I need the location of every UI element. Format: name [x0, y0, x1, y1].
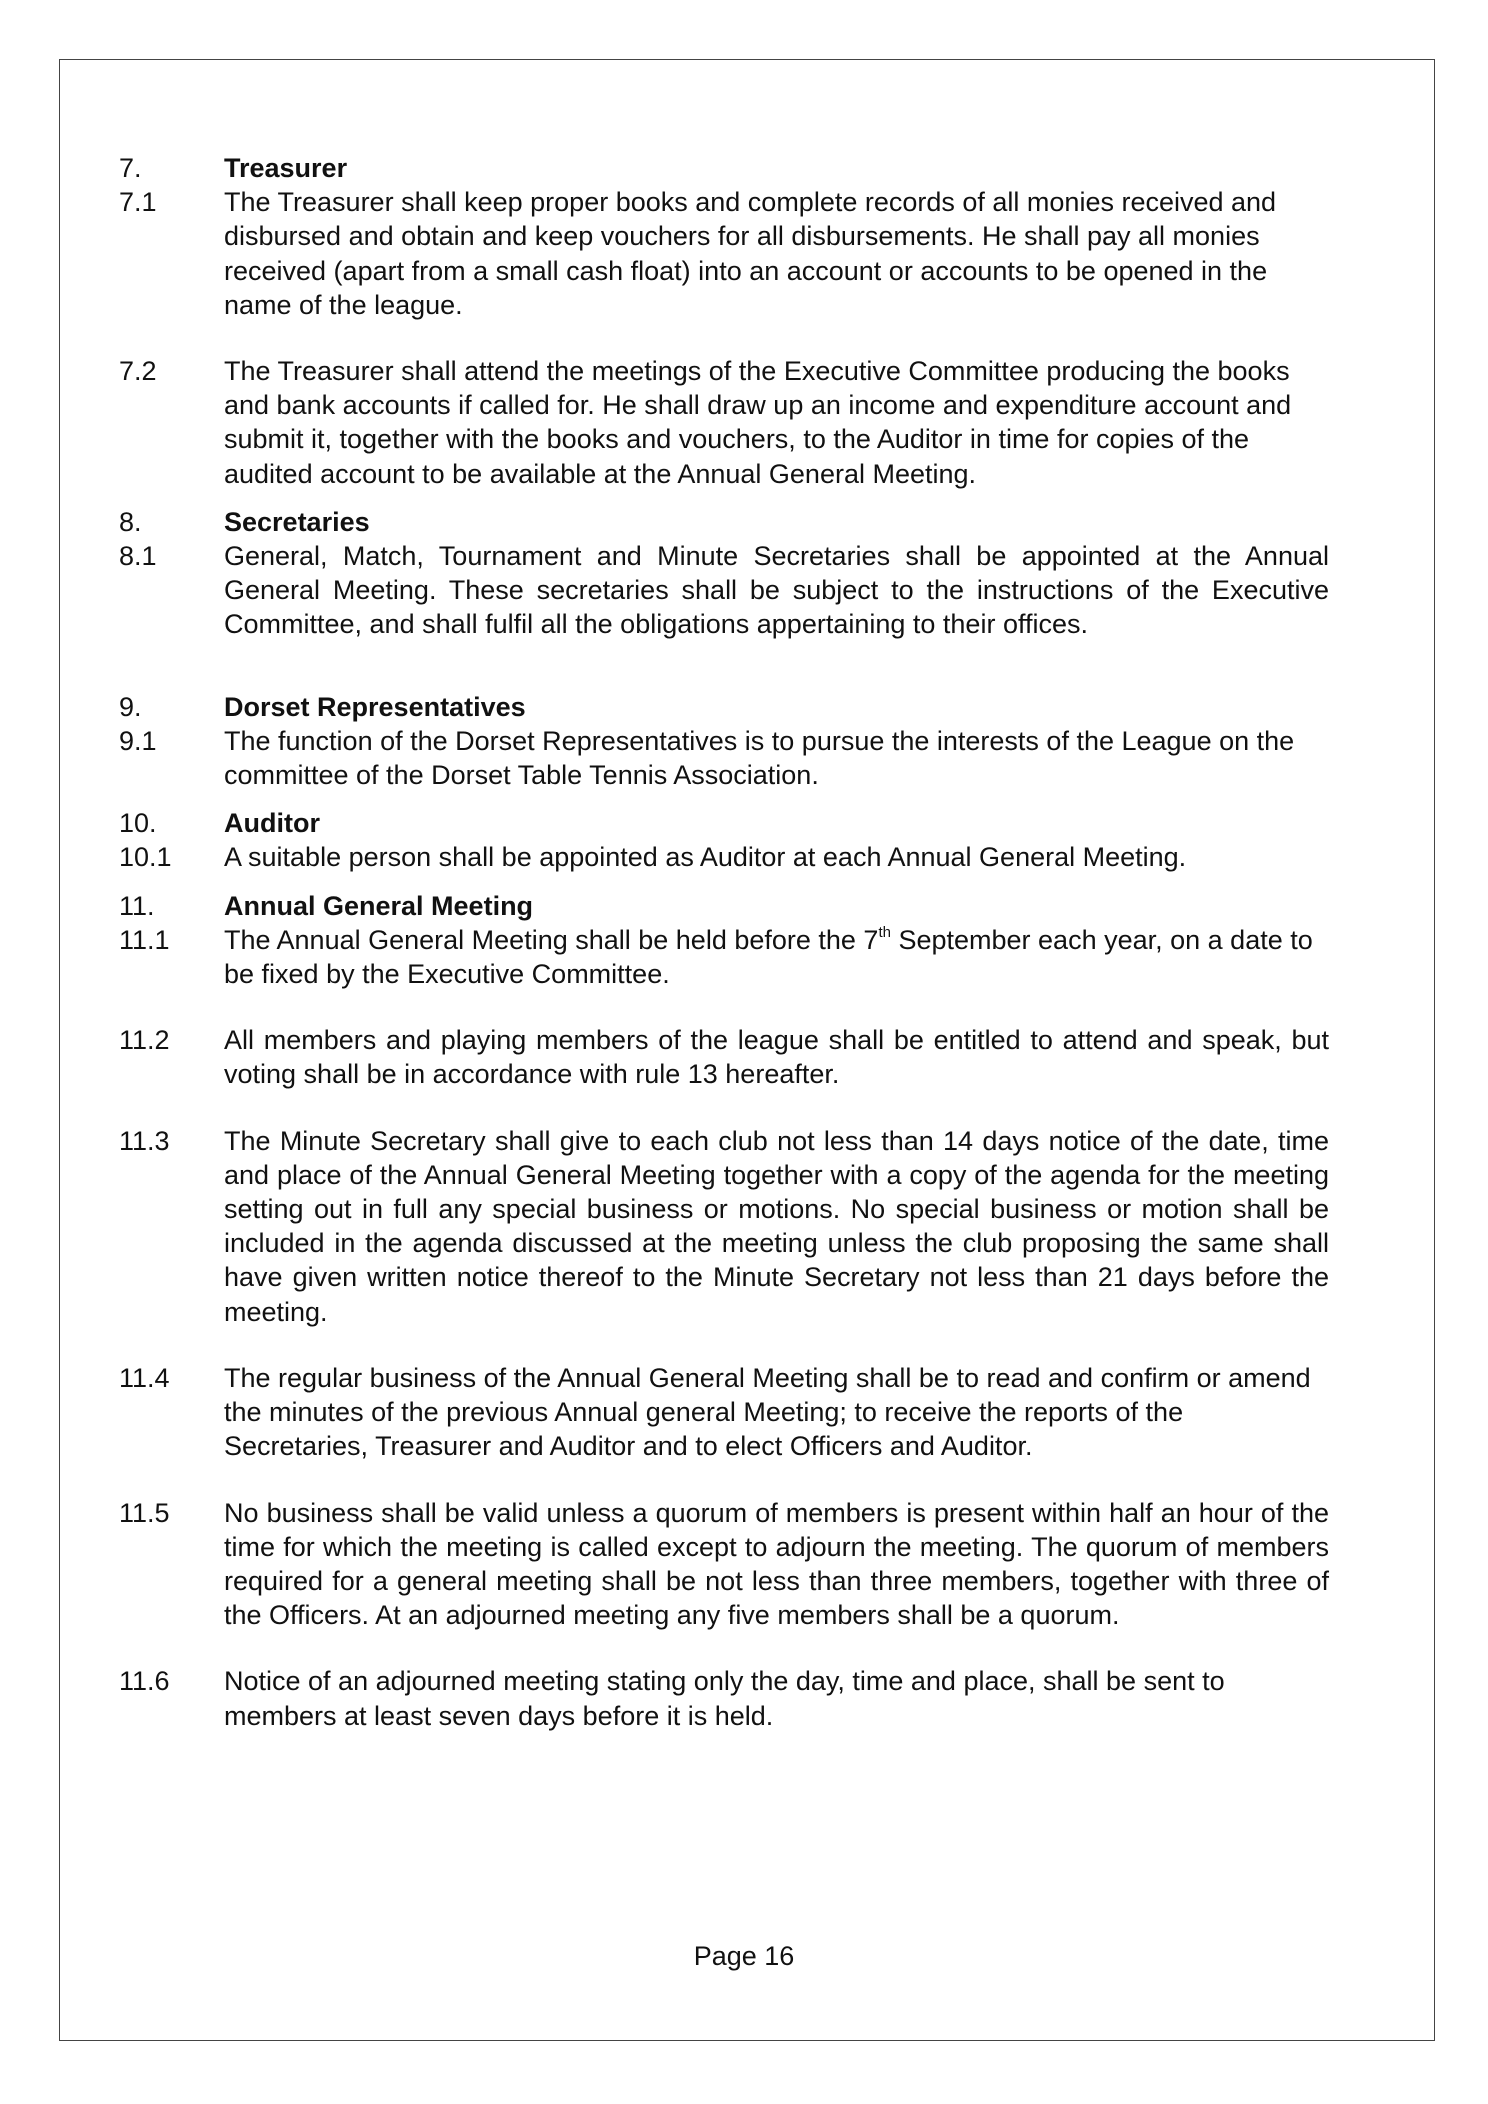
clause-number: 7.2	[119, 356, 157, 387]
page-number: Page 16	[693, 1941, 795, 1971]
clause-8-1	[119, 539, 1329, 642]
section-title: Secretaries	[224, 506, 370, 537]
clause-11-2	[119, 1023, 1329, 1091]
section-heading-11	[119, 889, 1329, 923]
clause-text: Notice of an adjourned meeting stating only the day, time and place, shall be sent to members at least seven days before it is held.	[224, 1666, 1225, 1731]
ordinal-suffix: th	[878, 923, 891, 941]
clause-number: 11.2	[119, 1025, 170, 1056]
section-number: 7.	[119, 153, 142, 183]
clause-10-1	[119, 840, 1329, 874]
clause-number: 11.1	[119, 924, 170, 955]
section-number: 8.	[119, 506, 142, 537]
section-number: 11.	[119, 890, 155, 921]
clause-number: 9.1	[119, 725, 157, 756]
clause-text-part: The Annual General Meeting shall be held before the 7	[224, 924, 879, 955]
clause-text: The Treasurer shall keep proper books and complete records of all monies received and disbursed and obtain and keep vouchers for all disbursements. He shall pay all monies received (apart from a small cash float) into an account or accounts to be opened in the name of the league.	[224, 187, 1277, 320]
clause-11-1	[119, 923, 1329, 991]
clause-text: The Minute Secretary shall give to each club not less than 14 days notice of the date, time and place of the Annual General Meeting together with a copy of the agenda for the meeting setting out in full any special business or motions. No special business or motion shall be included in the agenda discussed at the meeting unless the club proposing the same shall have given written notice thereof to the Minute Secretary not less than 21 days before the meeting.	[224, 1125, 1329, 1327]
clause-text: General, Match, Tournament and Minute Secretaries shall be appointed at the Annual General Meeting. These secretaries shall be subject to the instructions of the Executive Committee, and shall fulfil all the obligations appertaining to their offices.	[224, 541, 1329, 640]
clause-7-1	[119, 185, 1329, 322]
clause-text: The Treasurer shall attend the meetings of the Executive Committee producing the books and bank accounts if called for. He shall draw up an income and expenditure account and submit it, together with the books and vouchers, to the Auditor in time for copies of the audited account to be available at the Annual General Meeting.	[224, 356, 1292, 489]
clause-number: 8.1	[119, 541, 157, 572]
clause-11-4	[119, 1361, 1329, 1464]
section-heading-10	[119, 806, 1329, 840]
section-number: 10.	[119, 808, 157, 839]
section-title: Treasurer	[224, 153, 348, 183]
clause-11-3	[119, 1124, 1329, 1329]
clause-text: The function of the Dorset Representatives is to pursue the interests of the League on the committee of the Dorset Table Tennis Association.	[224, 725, 1295, 791]
section-heading-7	[119, 151, 1329, 185]
clause-7-2	[119, 354, 1329, 491]
clause-text: The regular business of the Annual General Meeting shall be to read and confirm or amend the minutes of the previous Annual general Meeting; to receive the reports of the Secretaries, Treasurer and Auditor and to elect Officers and Auditor.	[224, 1362, 1311, 1462]
clause-number: 11.6	[119, 1666, 170, 1697]
section-title: Auditor	[224, 808, 320, 839]
clause-number: 11.5	[119, 1497, 170, 1528]
clause-number: 11.4	[119, 1362, 170, 1393]
document-body	[119, 151, 1329, 1733]
section-heading-9	[119, 690, 1329, 724]
clause-number: 7.1	[119, 187, 157, 218]
clause-9-1	[119, 724, 1329, 792]
section-title: Dorset Representatives	[224, 691, 526, 722]
section-title: Annual General Meeting	[224, 890, 534, 921]
clause-text: All members and playing members of the league shall be entitled to attend and speak, but voting shall be in accordance with rule 13 hereafter.	[224, 1025, 1329, 1090]
clause-number: 10.1	[119, 842, 172, 873]
clause-11-6	[119, 1664, 1329, 1732]
clause-11-5	[119, 1496, 1329, 1633]
clause-text	[224, 923, 1329, 991]
clause-text: No business shall be valid unless a quorum of members is present within half an hour of the time for which the meeting is called except to adjourn the meeting. The quorum of members required for a general meeting shall be not less than three members, together with three of the Officers. At an adjourned meeting any five members shall be a quorum.	[224, 1497, 1329, 1631]
section-heading-8	[119, 505, 1329, 539]
section-number: 9.	[119, 691, 142, 722]
clause-number: 11.3	[119, 1125, 170, 1156]
clause-text-part: September each year, on a date to be fixed by the Executive Committee.	[224, 924, 1313, 990]
clause-text: A suitable person shall be appointed as Auditor at each Annual General Meeting.	[224, 842, 1187, 873]
